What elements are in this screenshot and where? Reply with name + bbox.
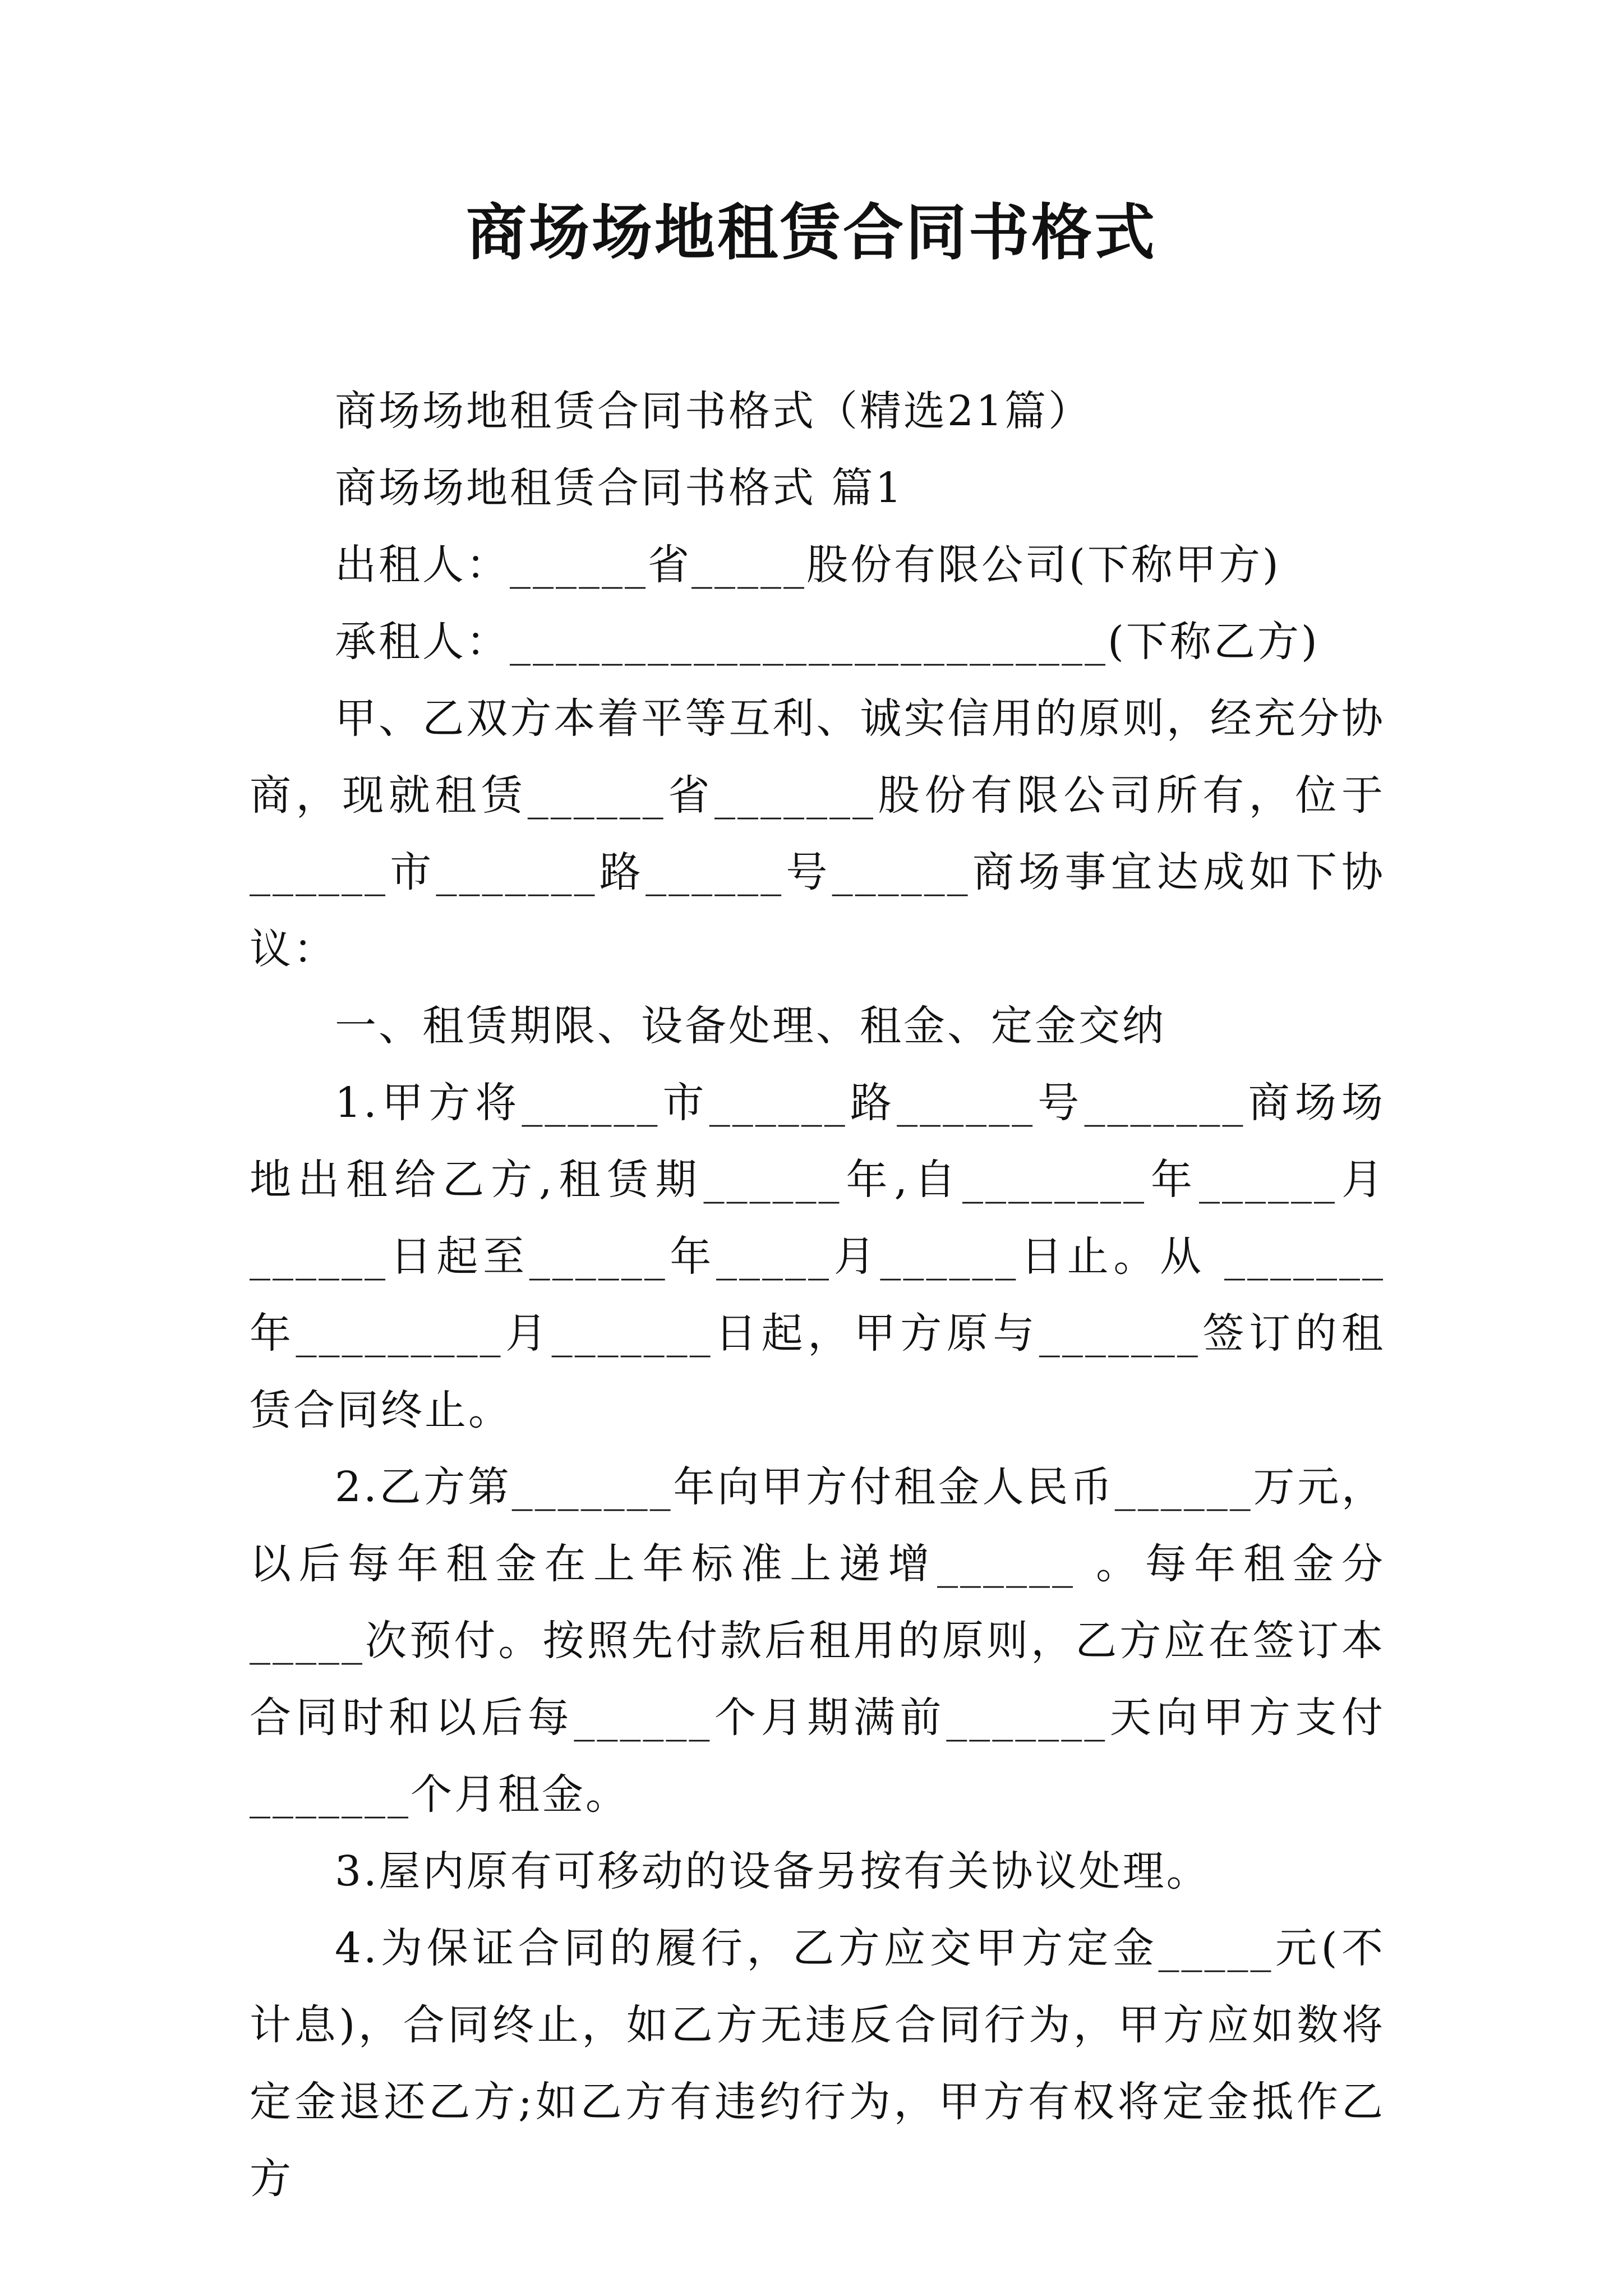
paragraph-preamble: 甲、乙双方本着平等互利、诚实信用的原则，经充分协商，现就租赁______省_______股份有限公司所有，位于______市_______路______号______商场事宜达成如下协议： [250, 694, 1385, 973]
paragraph-clause-heading: 一、租赁期限、设备处理、租金、定金交纳 [335, 1002, 1166, 1050]
paragraph-clause-1: 1.甲方将______市______路______号_______商场场地出租给乙方,租赁期______年,自________年______月______日起至______年_____月______日止。从 _______年_________月_______日起，甲方原与_______签订的租赁合同终止。 [250, 1079, 1385, 1434]
paragraph-clause-4: 4.为保证合同的履行，乙方应交甲方定金_____元(不计息)，合同终止，如乙方无违反合同行为，甲方应如数将定金退还乙方;如乙方有违约行为，甲方有权将定金抵作乙方 [250, 1924, 1385, 2203]
document-title: 商场场地租赁合同书格式 [465, 197, 1157, 268]
paragraph-lessor: 出租人：______省_____股份有限公司(下称甲方) [335, 541, 1281, 589]
paragraph-section-heading: 商场场地租赁合同书格式 篇1 [335, 464, 904, 512]
paragraph-subtitle: 商场场地租赁合同书格式（精选21篇） [335, 387, 1092, 435]
paragraph-lessee: 承租人：__________________________(下称乙方) [335, 618, 1320, 666]
paragraph-clause-3: 3.屋内原有可移动的设备另按有关协议处理。 [335, 1847, 1210, 1895]
document-body [250, 373, 1385, 2217]
paragraph-clause-2: 2.乙方第_______年向甲方付租金人民币______万元，以后每年租金在上年标准上递增______ 。每年租金分_____次预付。按照先付款后租用的原则，乙方应在签订本合同时和以后每______个月期满前_______天向甲方支付_______个月租金。 [250, 1463, 1385, 1819]
